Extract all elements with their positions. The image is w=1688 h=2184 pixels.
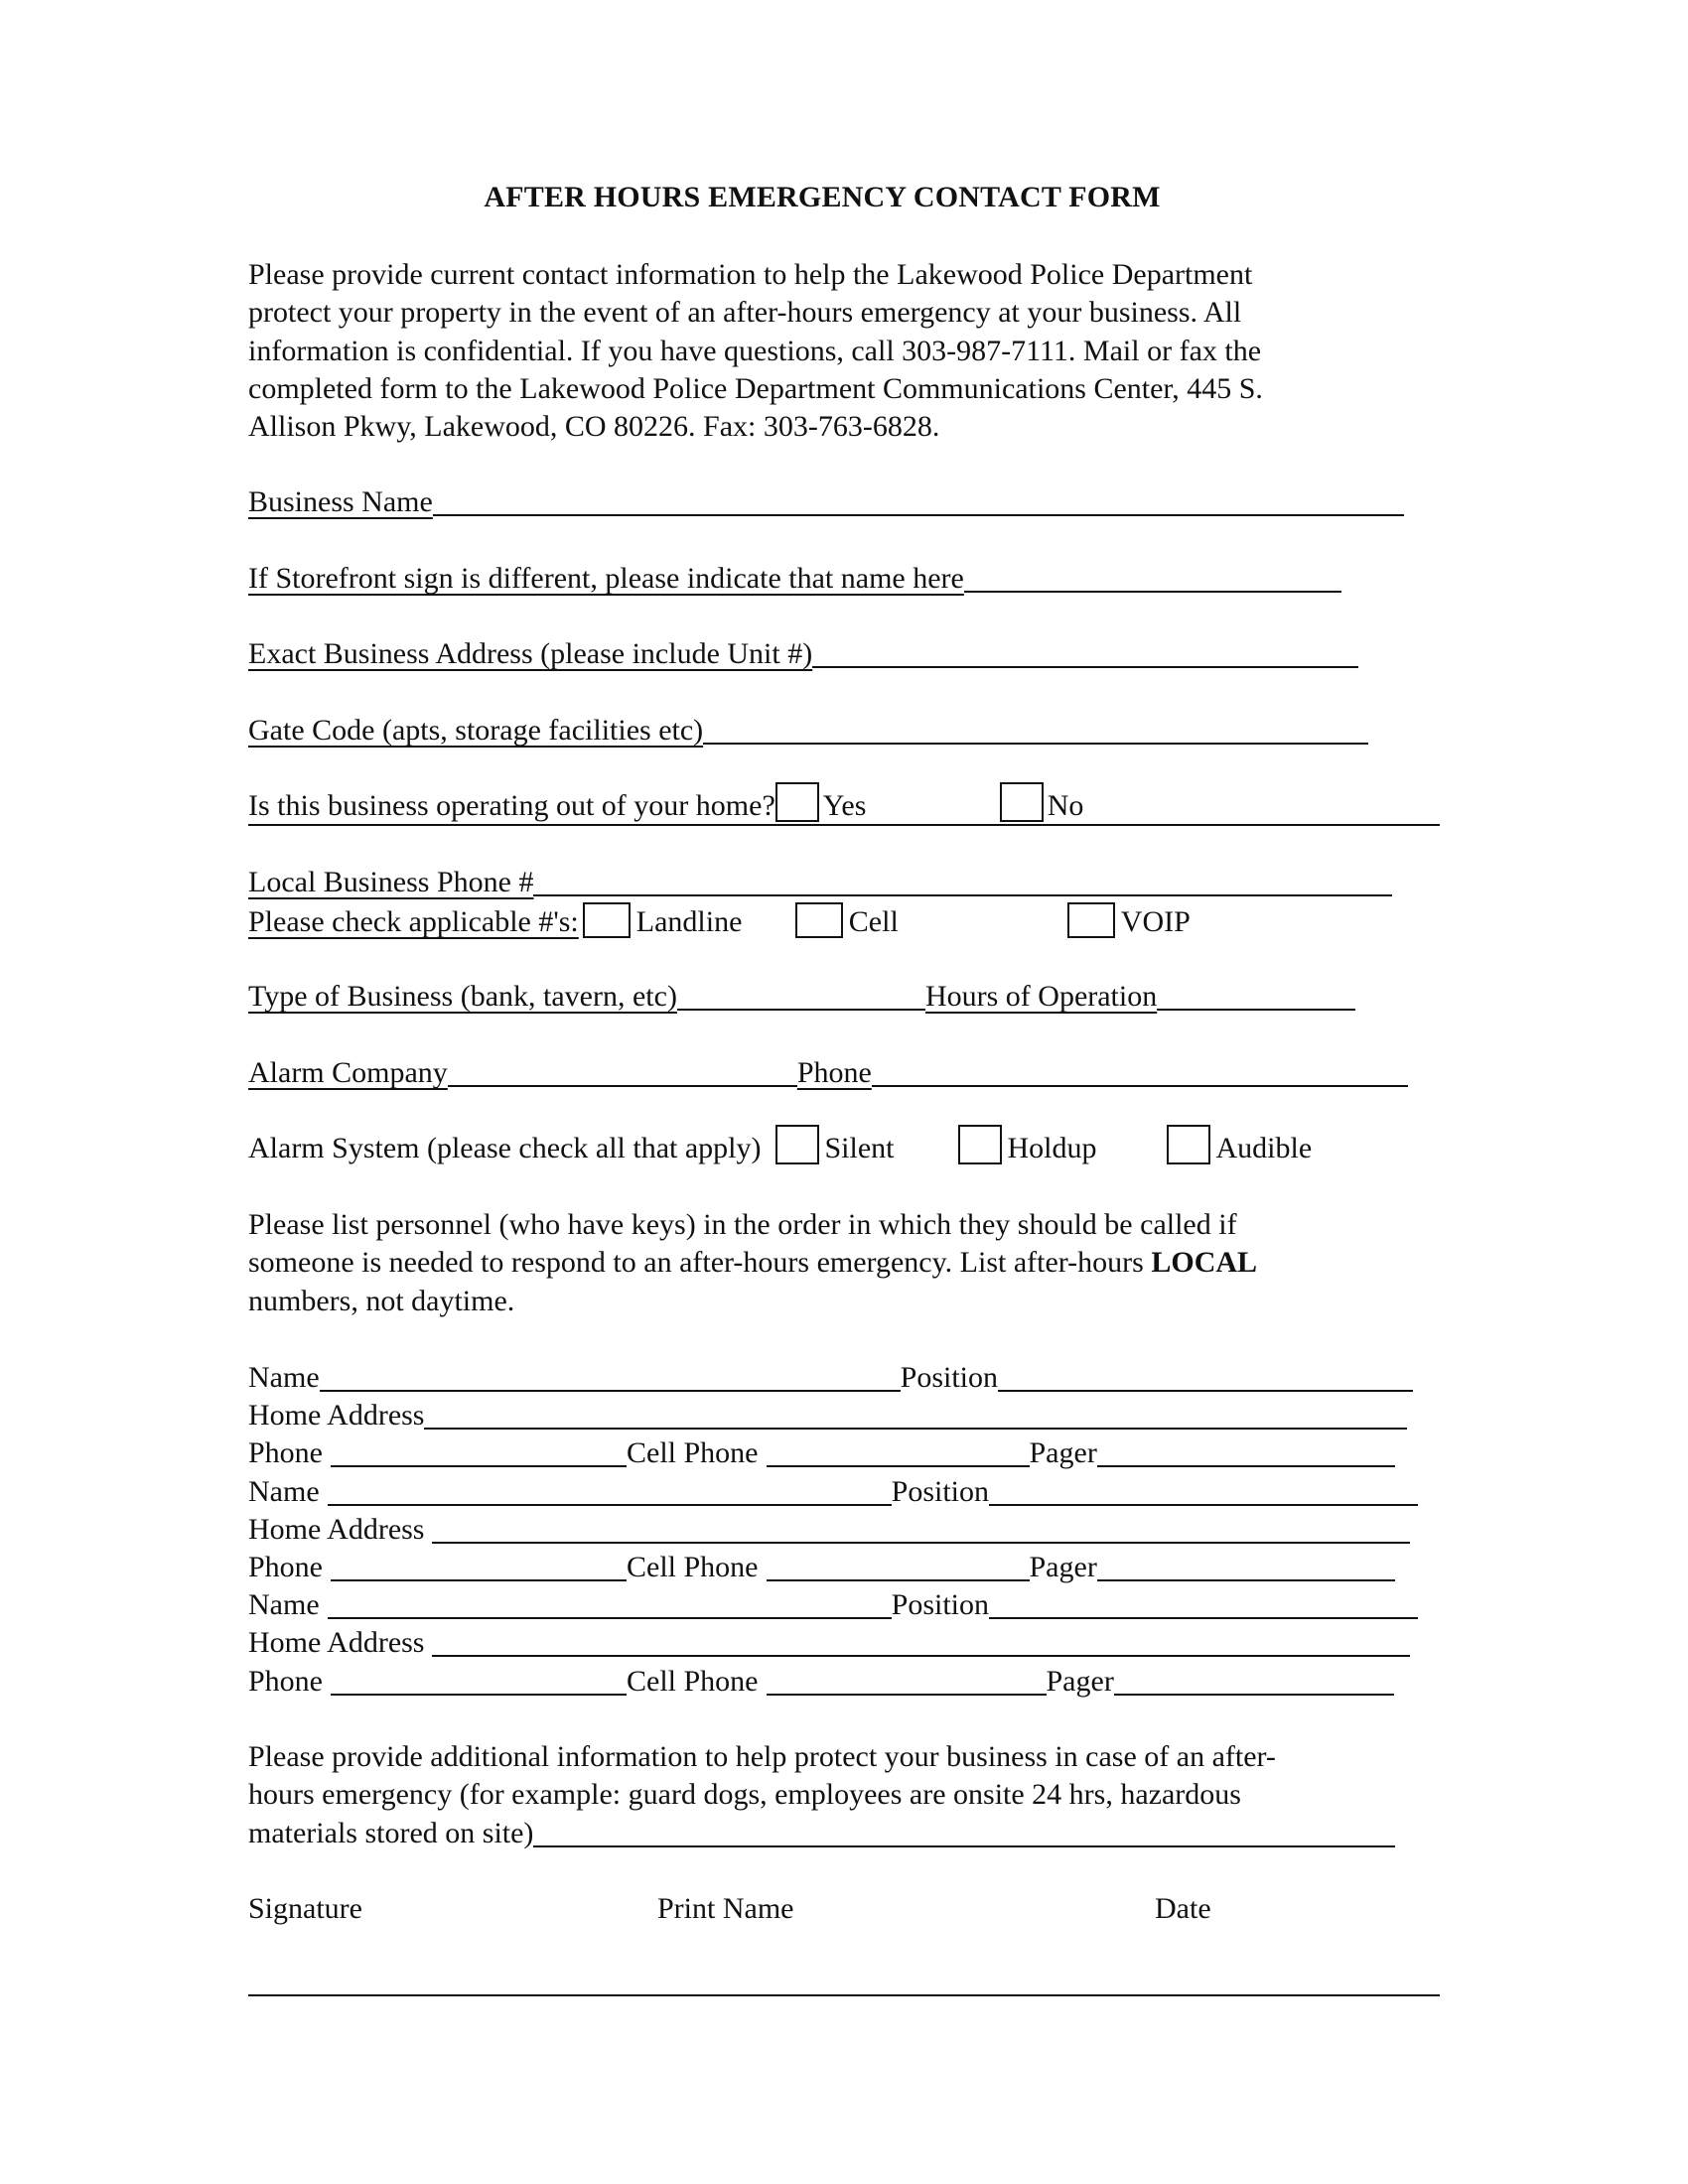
cell-label: Cell: [848, 905, 899, 938]
name-label: Name: [248, 1361, 320, 1394]
hours-label: Hours of Operation: [924, 980, 1158, 1013]
phone-label: Phone: [248, 1436, 323, 1469]
position-label: Position: [891, 1475, 990, 1508]
phone-label: Phone: [248, 1665, 323, 1698]
business-name-row: [248, 480, 1404, 520]
intro-line: protect your property in the event of an after-hours emergency at your business. All: [248, 296, 1242, 330]
form-title: AFTER HOURS EMERGENCY CONTACT FORM: [484, 181, 1161, 213]
cell-phone-label: Cell Phone: [627, 1436, 759, 1469]
intro-line: information is confidential. If you have questions, call 303-987-7111. Mail or fax the: [248, 334, 1262, 367]
additional-label: materials stored on site): [248, 1817, 534, 1849]
contact-3-pager-field[interactable]: [1114, 1664, 1394, 1696]
storefront-field[interactable]: [964, 561, 1341, 593]
signature-label: Signature: [248, 1892, 362, 1925]
contact-3-cell-field[interactable]: [767, 1664, 1047, 1696]
gate-code-row: [248, 709, 1368, 749]
local-phone-label: Local Business Phone #: [248, 866, 534, 898]
contact-1-name-row: [248, 1356, 1413, 1396]
contact-3-address-field[interactable]: [432, 1625, 1410, 1657]
home-address-label: Home Address: [248, 1399, 425, 1432]
home-based-yes-checkbox[interactable]: [775, 782, 819, 822]
alarm-phone-label: Phone: [796, 1056, 872, 1089]
instructions-line: [248, 1244, 1470, 1282]
local-emphasis: LOCAL: [1151, 1246, 1258, 1280]
contact-2-name-row: [248, 1470, 1418, 1510]
position-label: Position: [900, 1361, 999, 1394]
home-address-label: Home Address: [248, 1513, 425, 1546]
business-name-field[interactable]: [433, 484, 1404, 516]
alarm-system-row: [248, 1127, 1312, 1166]
contact-2-address-row: [248, 1508, 1410, 1548]
print-name-label: Print Name: [657, 1892, 794, 1925]
contact-3-phone-field[interactable]: [331, 1664, 627, 1696]
address-row: [248, 632, 1358, 672]
home-based-label: Is this business operating out of your home?: [248, 789, 775, 822]
home-address-label: Home Address: [248, 1626, 425, 1659]
instructions-text: someone is needed to respond to an after-hours emergency. List after-hours: [248, 1246, 1152, 1280]
additional-field-row: [248, 1812, 1395, 1851]
contact-1-phone-row: [248, 1432, 1395, 1471]
alarm-company-row: [248, 1051, 1408, 1091]
home-based-yes-label: Yes: [822, 789, 867, 822]
intro-line: Allison Pkwy, Lakewood, CO 80226. Fax: 303-763-6828.: [248, 410, 940, 444]
voip-label: VOIP: [1120, 905, 1191, 938]
additional-info: [248, 1738, 1470, 1815]
business-type-label: Type of Business (bank, tavern, etc): [248, 980, 677, 1013]
contact-2-position-field[interactable]: [989, 1474, 1418, 1506]
position-label: Position: [891, 1588, 990, 1621]
contact-2-phone-row: [248, 1546, 1395, 1585]
home-based-row: [248, 784, 1440, 826]
date-label: Date: [1155, 1892, 1211, 1925]
name-label: Name: [248, 1588, 320, 1621]
contact-2-cell-field[interactable]: [767, 1550, 1030, 1581]
additional-line: Please provide additional information to help protect your business in case of an after-: [248, 1740, 1276, 1773]
cell-phone-label: Cell Phone: [627, 1665, 759, 1698]
additional-info-field[interactable]: [533, 1816, 1395, 1847]
local-phone-field[interactable]: [533, 865, 1392, 896]
business-name-label: Business Name: [248, 485, 433, 518]
voip-checkbox[interactable]: [1067, 902, 1115, 938]
local-phone-row: [248, 861, 1392, 900]
contact-2-name-field[interactable]: [328, 1474, 892, 1506]
home-based-no-checkbox[interactable]: [1000, 782, 1044, 822]
contact-2-phone-field[interactable]: [331, 1550, 627, 1581]
pager-label: Pager: [1029, 1436, 1097, 1469]
cell-checkbox[interactable]: [795, 902, 843, 938]
contact-1-position-field[interactable]: [998, 1360, 1413, 1392]
contact-1-cell-field[interactable]: [767, 1435, 1030, 1467]
instructions-line: Please list personnel (who have keys) in the order in which they should be called if: [248, 1208, 1237, 1241]
audible-checkbox[interactable]: [1167, 1125, 1210, 1164]
contact-2-pager-field[interactable]: [1097, 1550, 1395, 1581]
instructions-line: numbers, not daytime.: [248, 1284, 515, 1317]
pager-label: Pager: [1046, 1665, 1114, 1698]
alarm-company-label: Alarm Company: [248, 1056, 448, 1089]
silent-checkbox[interactable]: [775, 1125, 819, 1164]
contact-2-address-field[interactable]: [432, 1512, 1410, 1544]
contact-3-name-row: [248, 1583, 1418, 1623]
storefront-label: If Storefront sign is different, please indicate that name here: [248, 562, 964, 595]
intro-paragraph: [248, 256, 1470, 446]
pager-label: Pager: [1029, 1551, 1097, 1583]
phone-type-row: [248, 900, 1191, 940]
business-type-field[interactable]: [677, 979, 925, 1011]
name-label: Name: [248, 1475, 320, 1508]
storefront-row: [248, 557, 1341, 597]
silent-label: Silent: [824, 1132, 895, 1164]
alarm-system-label: Alarm System (please check all that apply): [248, 1132, 762, 1164]
contact-3-position-field[interactable]: [989, 1587, 1418, 1619]
audible-label: Audible: [1215, 1132, 1313, 1164]
personnel-instructions: [248, 1206, 1470, 1320]
holdup-checkbox[interactable]: [958, 1125, 1002, 1164]
signature-row: [248, 1887, 1440, 1927]
alarm-phone-field[interactable]: [872, 1055, 1408, 1087]
alarm-company-field[interactable]: [448, 1055, 797, 1087]
home-based-no-label: No: [1047, 789, 1084, 822]
contact-1-address-field[interactable]: [424, 1398, 1407, 1430]
contact-1-pager-field[interactable]: [1097, 1435, 1395, 1467]
contact-3-phone-row: [248, 1660, 1394, 1700]
cell-phone-label: Cell Phone: [627, 1551, 759, 1583]
contact-1-address-row: [248, 1394, 1407, 1433]
contact-1-name-field[interactable]: [320, 1360, 901, 1392]
contact-3-name-field[interactable]: [328, 1587, 892, 1619]
additional-line: hours emergency (for example: guard dogs, employees are onsite 24 hrs, hazardous: [248, 1778, 1241, 1812]
contact-1-phone-field[interactable]: [331, 1435, 627, 1467]
gate-code-label: Gate Code (apts, storage facilities etc): [248, 714, 704, 747]
signature-line[interactable]: [248, 1994, 1440, 1996]
gate-code-field[interactable]: [703, 713, 1368, 745]
landline-checkbox[interactable]: [583, 902, 631, 938]
address-field[interactable]: [812, 636, 1358, 668]
intro-line: completed form to the Lakewood Police Department Communications Center, 445 S.: [248, 371, 1263, 405]
landline-label: Landline: [635, 905, 743, 938]
hours-field[interactable]: [1157, 979, 1355, 1011]
address-label: Exact Business Address (please include Unit #): [248, 637, 813, 670]
holdup-label: Holdup: [1007, 1132, 1097, 1164]
business-type-row: [248, 975, 1355, 1015]
phone-label: Phone: [248, 1551, 323, 1583]
contact-3-address-row: [248, 1621, 1410, 1661]
phone-type-label: Please check applicable #'s:: [248, 905, 579, 938]
intro-line: Please provide current contact information to help the Lakewood Police Department: [248, 258, 1253, 291]
